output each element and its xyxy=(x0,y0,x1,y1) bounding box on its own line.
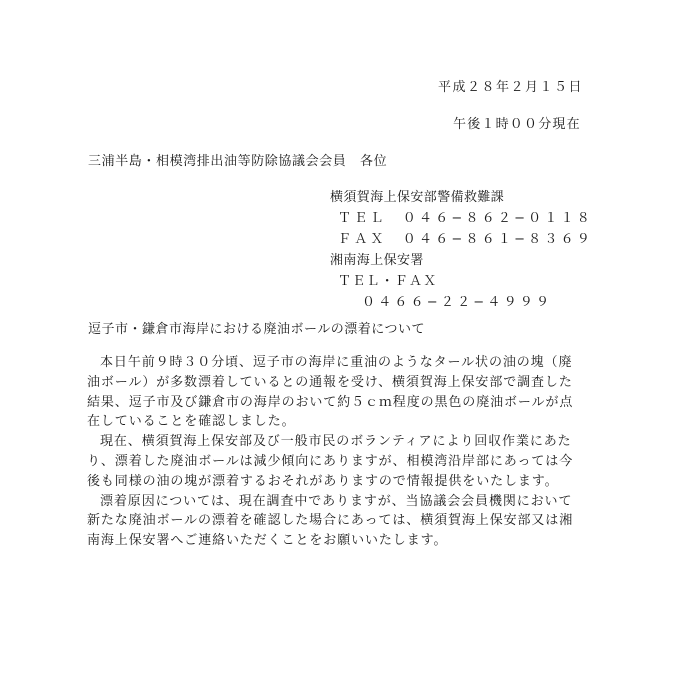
document-body xyxy=(87,353,597,551)
sender-fax-yokosuka: ＦＡＸ ０４６−８６１−８３６９ xyxy=(338,232,593,247)
body-line: 現在、横須賀海上保安部及び一般市民のボランティアにより回収作業にあた xyxy=(100,434,572,450)
body-line: り、漂着した廃油ボールは減少傾向にありますが、相模湾沿岸部にあっては今 xyxy=(87,453,574,469)
sender-tel-yokosuka: ＴＥＬ ０４６−８６２−０１１８ xyxy=(338,211,593,226)
body-line: 在していることを確認しました。 xyxy=(87,414,296,430)
body-line: 漂着原因については、現在調査中でありますが、当協議会会員機関において xyxy=(100,493,573,509)
sender-org-shonan: 湘南海上保安署 xyxy=(330,253,424,268)
body-line: 新たな廃油ボールの漂着を確認した場合にあっては、横須賀海上保安部又は湘 xyxy=(87,513,574,529)
scan-margin xyxy=(0,0,700,64)
body-paragraph-3 xyxy=(87,492,597,551)
body-paragraph-2 xyxy=(87,432,597,491)
body-line: 結果、逗子市及び鎌倉市の海岸のおいて約５ｃｍ程度の黒色の廃油ボールが点 xyxy=(87,394,574,410)
sender-telfax-label: ＴＥＬ・ＦＡＸ xyxy=(338,274,438,289)
document-subject: 逗子市・鎌倉市海岸における廃油ボールの漂着について xyxy=(88,322,425,337)
body-line: 油ボール）が多数漂着しているとの通報を受け、横須賀海上保安部で調査した xyxy=(87,374,573,390)
body-line: 後も同様の油の塊が漂着するおそれがありますので情報提供をいたします。 xyxy=(87,473,559,489)
document-date: 平成２８年２月１５日 xyxy=(438,80,584,95)
body-paragraph-1 xyxy=(87,353,597,432)
body-line: 南海上保安署へご連絡いただくことをお願いいたします。 xyxy=(87,533,448,549)
sender-org-yokosuka: 横須賀海上保安部警備救難課 xyxy=(330,190,505,205)
sender-telfax-number: ０４６６−２２−４９９９ xyxy=(362,295,553,310)
document-time: 午後１時００分現在 xyxy=(453,117,581,132)
body-line: 本日午前９時３０分頃、逗子市の海岸に重油のようなタール状の油の塊（廃 xyxy=(100,355,573,370)
sender-block xyxy=(330,190,593,316)
recipient-line: 三浦半島・相模湾排出油等防除協議会会員 各位 xyxy=(88,154,388,169)
